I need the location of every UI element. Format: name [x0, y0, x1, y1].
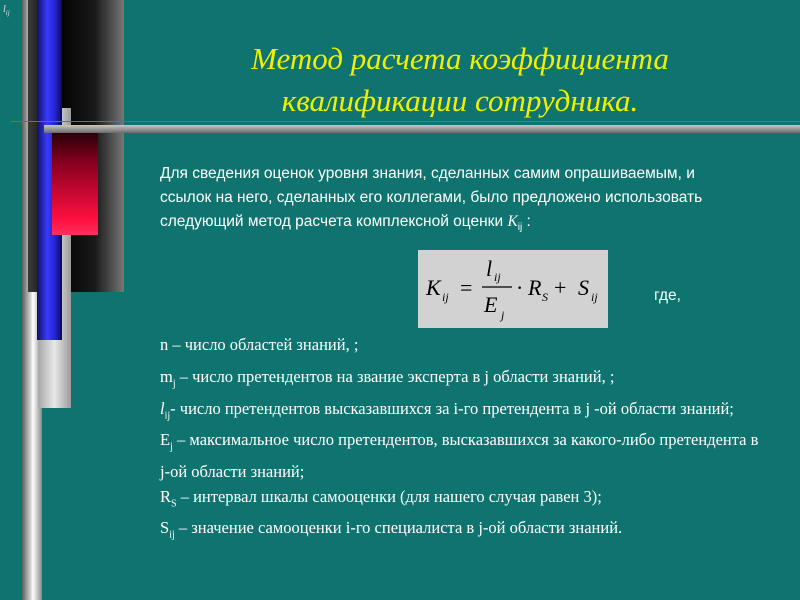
formula-eq: = [460, 275, 473, 300]
definition-item: $E_j$ – максимальное число претендентов, высказавшихся за какого-либо претендента в j-ой области знаний; [160, 430, 759, 482]
formula-box [418, 250, 608, 328]
formula-dot: · [516, 275, 524, 300]
definition-item: $m_j$ – число претендентов на звание эксперта в j области знаний, ; [160, 366, 615, 390]
formula-num-sub: ij [494, 270, 501, 284]
slide-title [180, 38, 740, 122]
intro-tail: : [522, 213, 531, 230]
title-underline [44, 125, 800, 133]
intro-text: Для сведения оценок уровня знания, сделанных самим опрашиваемым, и ссылок на него, сделанных его коллегами, было предложено использовать следующий метод расчета комплексной оценки [160, 165, 703, 230]
where-label: где, [654, 287, 681, 304]
formula-lhs-sub: ij [442, 290, 449, 304]
decor-bar-red [52, 133, 98, 235]
formula-s-sub: ij [591, 290, 598, 304]
formula-num: l [486, 256, 493, 281]
formula-den: E [484, 292, 498, 317]
formula-lhs: K [426, 275, 441, 300]
definition-item: $S_{ij}$ – значение самооценки i-го специалиста в j-ой области знаний. [160, 518, 623, 541]
corner-label: $l_{ij}$ [3, 4, 10, 17]
definition-item: $l_{ij}-$ число претендентов высказавшихся за i-го претендента в j -ой области знаний; [160, 398, 734, 421]
intro-var-sub: ij [517, 222, 523, 234]
formula-s: S [578, 275, 589, 300]
definitions-list [160, 333, 760, 548]
formula-plus: + [554, 275, 567, 300]
intro-var: K [507, 213, 518, 230]
formula-r-sub: S [542, 290, 548, 304]
definition-item: n – число областей знаний, ; [160, 335, 359, 354]
formula [418, 250, 608, 328]
title-line-1: Метод расчета коэффициента [251, 41, 669, 76]
definition-item: $R_S$ – интервал шкалы самооценки (для нашего случая равен 3); [160, 486, 602, 509]
title-line-2: квалификации сотрудника. [281, 83, 639, 118]
intro-paragraph [160, 162, 740, 240]
formula-r: R [528, 275, 542, 300]
formula-den-sub: j [501, 308, 505, 322]
